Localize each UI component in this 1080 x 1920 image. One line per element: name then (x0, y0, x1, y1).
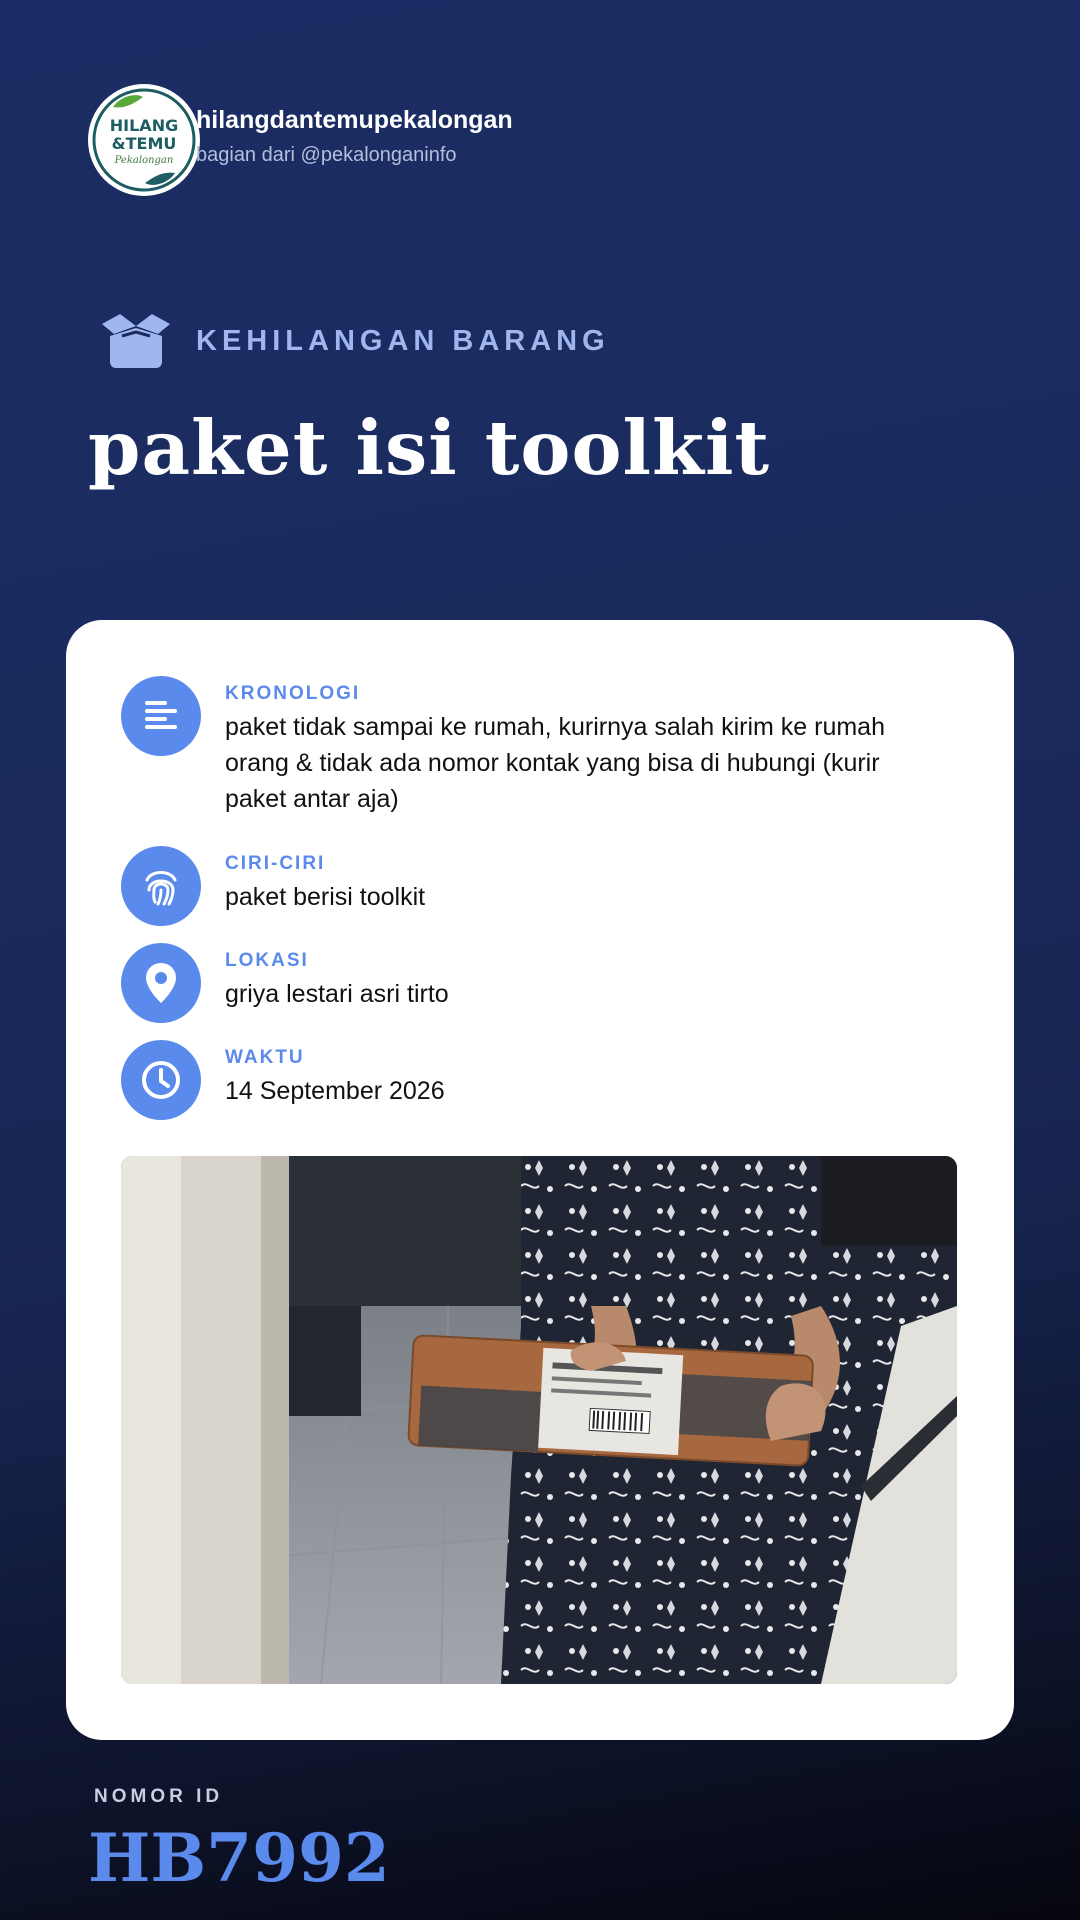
id-label: NOMOR ID (94, 1786, 224, 1807)
post-category (96, 312, 610, 370)
detail-label: CIRI-CIRI (225, 853, 326, 874)
hilang-temu-logo-icon (91, 87, 197, 193)
svg-text:HILANG: HILANG (109, 116, 179, 135)
detail-label: WAKTU (225, 1047, 305, 1068)
detail-label: LOKASI (225, 950, 309, 971)
item-photo[interactable] (121, 1156, 957, 1684)
detail-value: griya lestari asri tirto (225, 980, 449, 1008)
svg-text:Pekalongan: Pekalongan (114, 155, 174, 166)
account-logo[interactable] (88, 84, 200, 196)
text-lines-icon (121, 676, 201, 756)
account-name[interactable]: hilangdantemupekalongan (196, 106, 513, 134)
account-subtitle: bagian dari @pekalonganinfo (196, 144, 457, 166)
box-icon (96, 312, 176, 370)
fingerprint-icon (121, 846, 201, 926)
details-card (66, 620, 1014, 1740)
account-info (196, 104, 796, 170)
account-header (88, 84, 513, 196)
detail-value: paket tidak sampai ke rumah, kurirnya salah kirim ke rumah orang & tidak ada nomor kontak yang bisa di hubungi (kurir paket antar aja) (225, 713, 885, 813)
location-pin-icon (121, 943, 201, 1023)
id-value: HB7992 (88, 1819, 390, 1897)
detail-value: 14 September 2026 (225, 1077, 445, 1105)
post-title: paket isi toolkit (88, 404, 771, 492)
svg-text:&TEMU: &TEMU (111, 134, 177, 153)
category-label: KEHILANGAN BARANG (196, 324, 610, 357)
detail-value: paket berisi toolkit (225, 883, 426, 911)
clock-icon (121, 1040, 201, 1120)
detail-label: KRONOLOGI (225, 683, 361, 704)
